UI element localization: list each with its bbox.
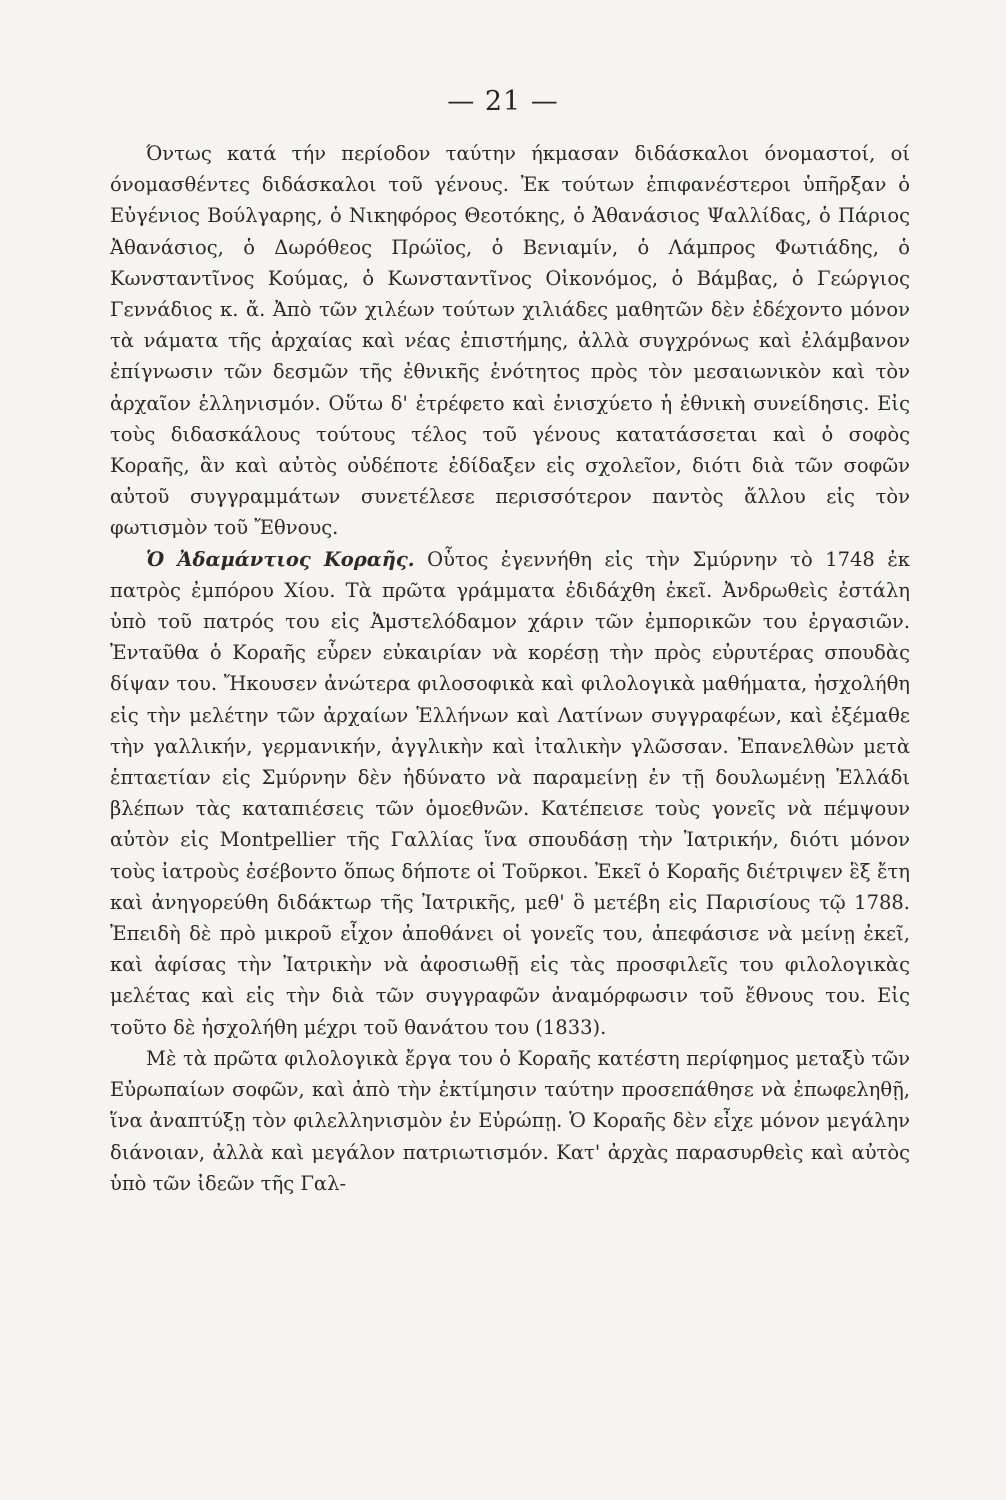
paragraph-korais-biography-text: Οὗτος ἐγεννήθη εἰς τὴν Σμύρνην τὸ 1748 ἐκ πατρὸς ἐμπόρου Χίου. Τὰ πρῶτα γράμματα ἐδιδάχθη ἐκεῖ. Ἀνδρωθεὶς ἐστάλη ὑπὸ τοῦ πατρός του εἰς Ἀμστελόδαμον χάριν τῶν ἐμπορικῶν του ἐργασιῶν. Ἐνταῦθα ὁ Κοραῆς εὗρεν εὐκαιρίαν νὰ κορέσῃ τὴν πρὸς εὐρυτέρας σπουδὰς δίψαν του. Ἤκουσεν ἀνώτερα φιλοσοφικὰ καὶ φιλολογικὰ μαθήματα, ἠσχολήθη εἰς τὴν μελέτην τῶν ἀρχαίων Ἑλλήνων καὶ Λατίνων συγγραφέων, καὶ ἐξέμαθε τὴν γαλλικήν, γερμανικήν, ἀγγλικὴν καὶ ἰταλικὴν γλῶσσαν. Ἐπανελθὼν μετὰ ἑπταετίαν εἰς Σμύρνην δὲν ἠδύνατο νὰ παραμείνῃ ἐν τῇ δουλωμένῃ Ἑλλάδι βλέπων τὰς καταπιέσεις τῶν ὁμοεθνῶν. Κατέπεισε τοὺς γονεῖς νὰ πέμψουν αὐτὸν εἰς Montpellier τῆς Γαλλίας ἵνα σπουδάσῃ τὴν Ἰατρικήν, διότι μόνον τοὺς ἰατροὺς ἐσέβοντο ὅπως δήποτε οἱ Τοῦρκοι. Ἐκεῖ ὁ Κοραῆς διέτριψεν ἓξ ἔτη καὶ ἀνηγορεύθη διδάκτωρ τῆς Ἰατρικῆς, μεθ' ὃ μετέβη εἰς Παρισίους τῷ 1788. Ἐπειδὴ δὲ πρὸ μικροῦ εἶχον ἀποθάνει οἱ γονεῖς του, ἀπεφάσισε νὰ μείνῃ ἐκεῖ, καὶ ἀφίσας τὴν Ἰατρικὴν νὰ ἀφοσιωθῇ εἰς τὰς προσφιλεῖς του φιλολογικὰς μελέτας καὶ εἰς τὴν διὰ τῶν συγγραφῶν ἀναμόρφωσιν τοῦ ἔθνους του. Εἰς τοῦτο δὲ ἠσχολήθη μέχρι τοῦ θανάτου του (1833). [110, 547, 910, 1039]
body-text [110, 138, 910, 1199]
paragraph-teachers-of-nation: Όντως κατά τήν περίοδον ταύτην ήκμασαν διδάσκαλοι όνομαστοί, οί όνομασθέντες διδάσκαλοι τοῦ γένους. Ἐκ τούτων ἐπιφανέστεροι ὑπῆρξαν ὁ Εὐγένιος Βούλγαρης, ὁ Νικηφόρος Θεοτόκης, ὁ Ἀθανάσιος Ψαλλίδας, ὁ Πάριος Ἀθανάσιος, ὁ Δωρόθεος Πρώϊος, ὁ Βενιαμίν, ὁ Λάμπρος Φωτιάδης, ὁ Κωνσταντῖνος Κούμας, ὁ Κωνσταντῖνος Οἰκονόμος, ὁ Βάμβας, ὁ Γεώργιος Γεννάδιος κ. ἄ. Ἀπὸ τῶν χιλέων τούτων χιλιάδες μαθητῶν δὲν ἐδέχοντο μόνον τὰ νάματα τῆς ἀρχαίας καὶ νέας ἐπιστήμης, ἀλλὰ συγχρόνως καὶ ἐλάμβανον ἐπίγνωσιν τῶν δεσμῶν τῆς ἐθνικῆς ἑνότητος πρὸς τὸν μεσαιωνικὸν καὶ τὸν ἀρχαῖον ἑλληνισμόν. Οὕτω δ' ἐτρέφετο καὶ ἐνισχύετο ἡ ἐθνικὴ συνείδησις. Εἰς τοὺς διδασκάλους τούτους τέλος τοῦ γένους κατατάσσεται καὶ ὁ σοφὸς Κοραῆς, ἂν καὶ αὐτὸς οὐδέποτε ἐδίδαξεν εἰς σχολεῖον, διότι διὰ τῶν σοφῶν αὐτοῦ συγγραμμάτων συνετέλεσε περισσότερον παντὸς ἄλλου εἰς τὸν φωτισμὸν τοῦ Ἔθνους. [110, 142, 910, 540]
paragraph-korais-works: Μὲ τὰ πρῶτα φιλολογικὰ ἔργα του ὁ Κοραῆς κατέστη περίφημος μεταξὺ τῶν Εὐρωπαίων σοφῶν, καὶ ἀπὸ τὴν ἐκτίμησιν ταύτην προσεπάθησε νὰ ἐπωφεληθῇ, ἵνα ἀναπτύξῃ τὸν φιλελληνισμὸν ἐν Εὐρώπῃ. Ὁ Κοραῆς δὲν εἶχε μόνον μεγάλην διάνοιαν, ἀλλὰ καὶ μεγάλον πατριωτισμόν. Κατ' ἀρχὰς παρασυρθεὶς καὶ αὐτὸς ὑπὸ τῶν ἰδεῶν τῆς Γαλ- [110, 1046, 910, 1195]
section-heading-korais: Ὁ Ἀδαμάντιος Κοραῆς. [146, 547, 415, 571]
paragraph-korais-biography [110, 544, 910, 1043]
page-number: — 21 — [447, 86, 559, 117]
